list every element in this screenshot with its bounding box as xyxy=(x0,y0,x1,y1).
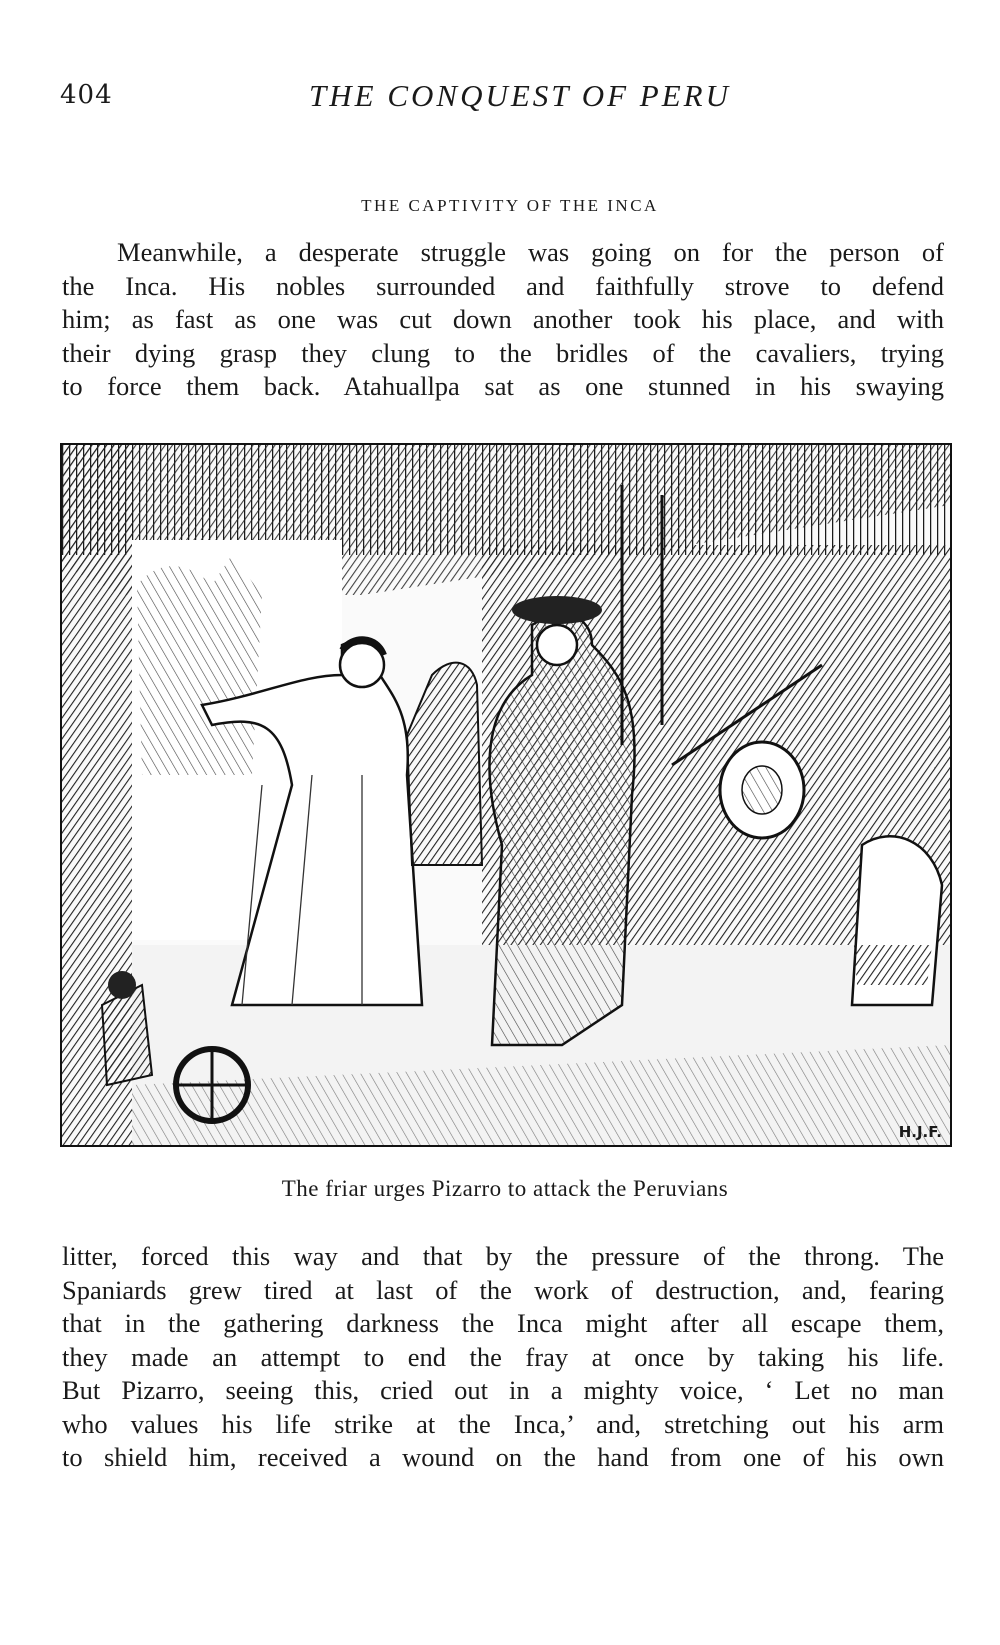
paragraph-2 xyxy=(62,1240,944,1475)
artist-signature: H.J.F. xyxy=(898,1123,942,1141)
text-line: Meanwhile, a desperate struggle was going on for the person of xyxy=(117,237,944,267)
text-line: the Inca. His nobles surrounded and faithfully strove to defend xyxy=(62,270,944,301)
running-head: THE CONQUEST OF PERU xyxy=(309,78,731,113)
text-line: Spaniards grew tired at last of the work of destruction, and, fearing xyxy=(62,1274,944,1305)
text-line: litter, forced this way and that by the pressure of the throng. The xyxy=(62,1241,944,1271)
illustration-caption: The friar urges Pizarro to attack the Peruvians xyxy=(281,1176,729,1201)
text-line: their dying grasp they clung to the bridles of the cavaliers, trying xyxy=(62,337,944,368)
page-number: 404 xyxy=(60,80,113,110)
paragraph-1 xyxy=(62,236,944,404)
text-line: that in the gathering darkness the Inca might after all escape them, xyxy=(62,1308,944,1338)
text-line: to shield him, received a wound on the hand from one of his own xyxy=(62,1442,944,1472)
text-line: to force them back. Atahuallpa sat as one stunned in his swaying xyxy=(62,371,944,401)
text-line: But Pizarro, seeing this, cried out in a mighty voice, ‘ Let no man xyxy=(62,1375,944,1405)
hat xyxy=(512,596,602,624)
text-line: him; as fast as one was cut down another took his place, and with xyxy=(62,304,944,334)
text-line: who values his life strike at the Inca,’ and, stretching out his arm xyxy=(62,1408,944,1439)
section-heading: THE CAPTIVITY OF THE INCA xyxy=(361,196,659,215)
illustration-engraving xyxy=(60,443,952,1147)
text-line: they made an attempt to end the fray at once by taking his life. xyxy=(62,1341,944,1372)
engraving-drawing xyxy=(62,445,950,1145)
crowd-outside xyxy=(137,555,262,775)
